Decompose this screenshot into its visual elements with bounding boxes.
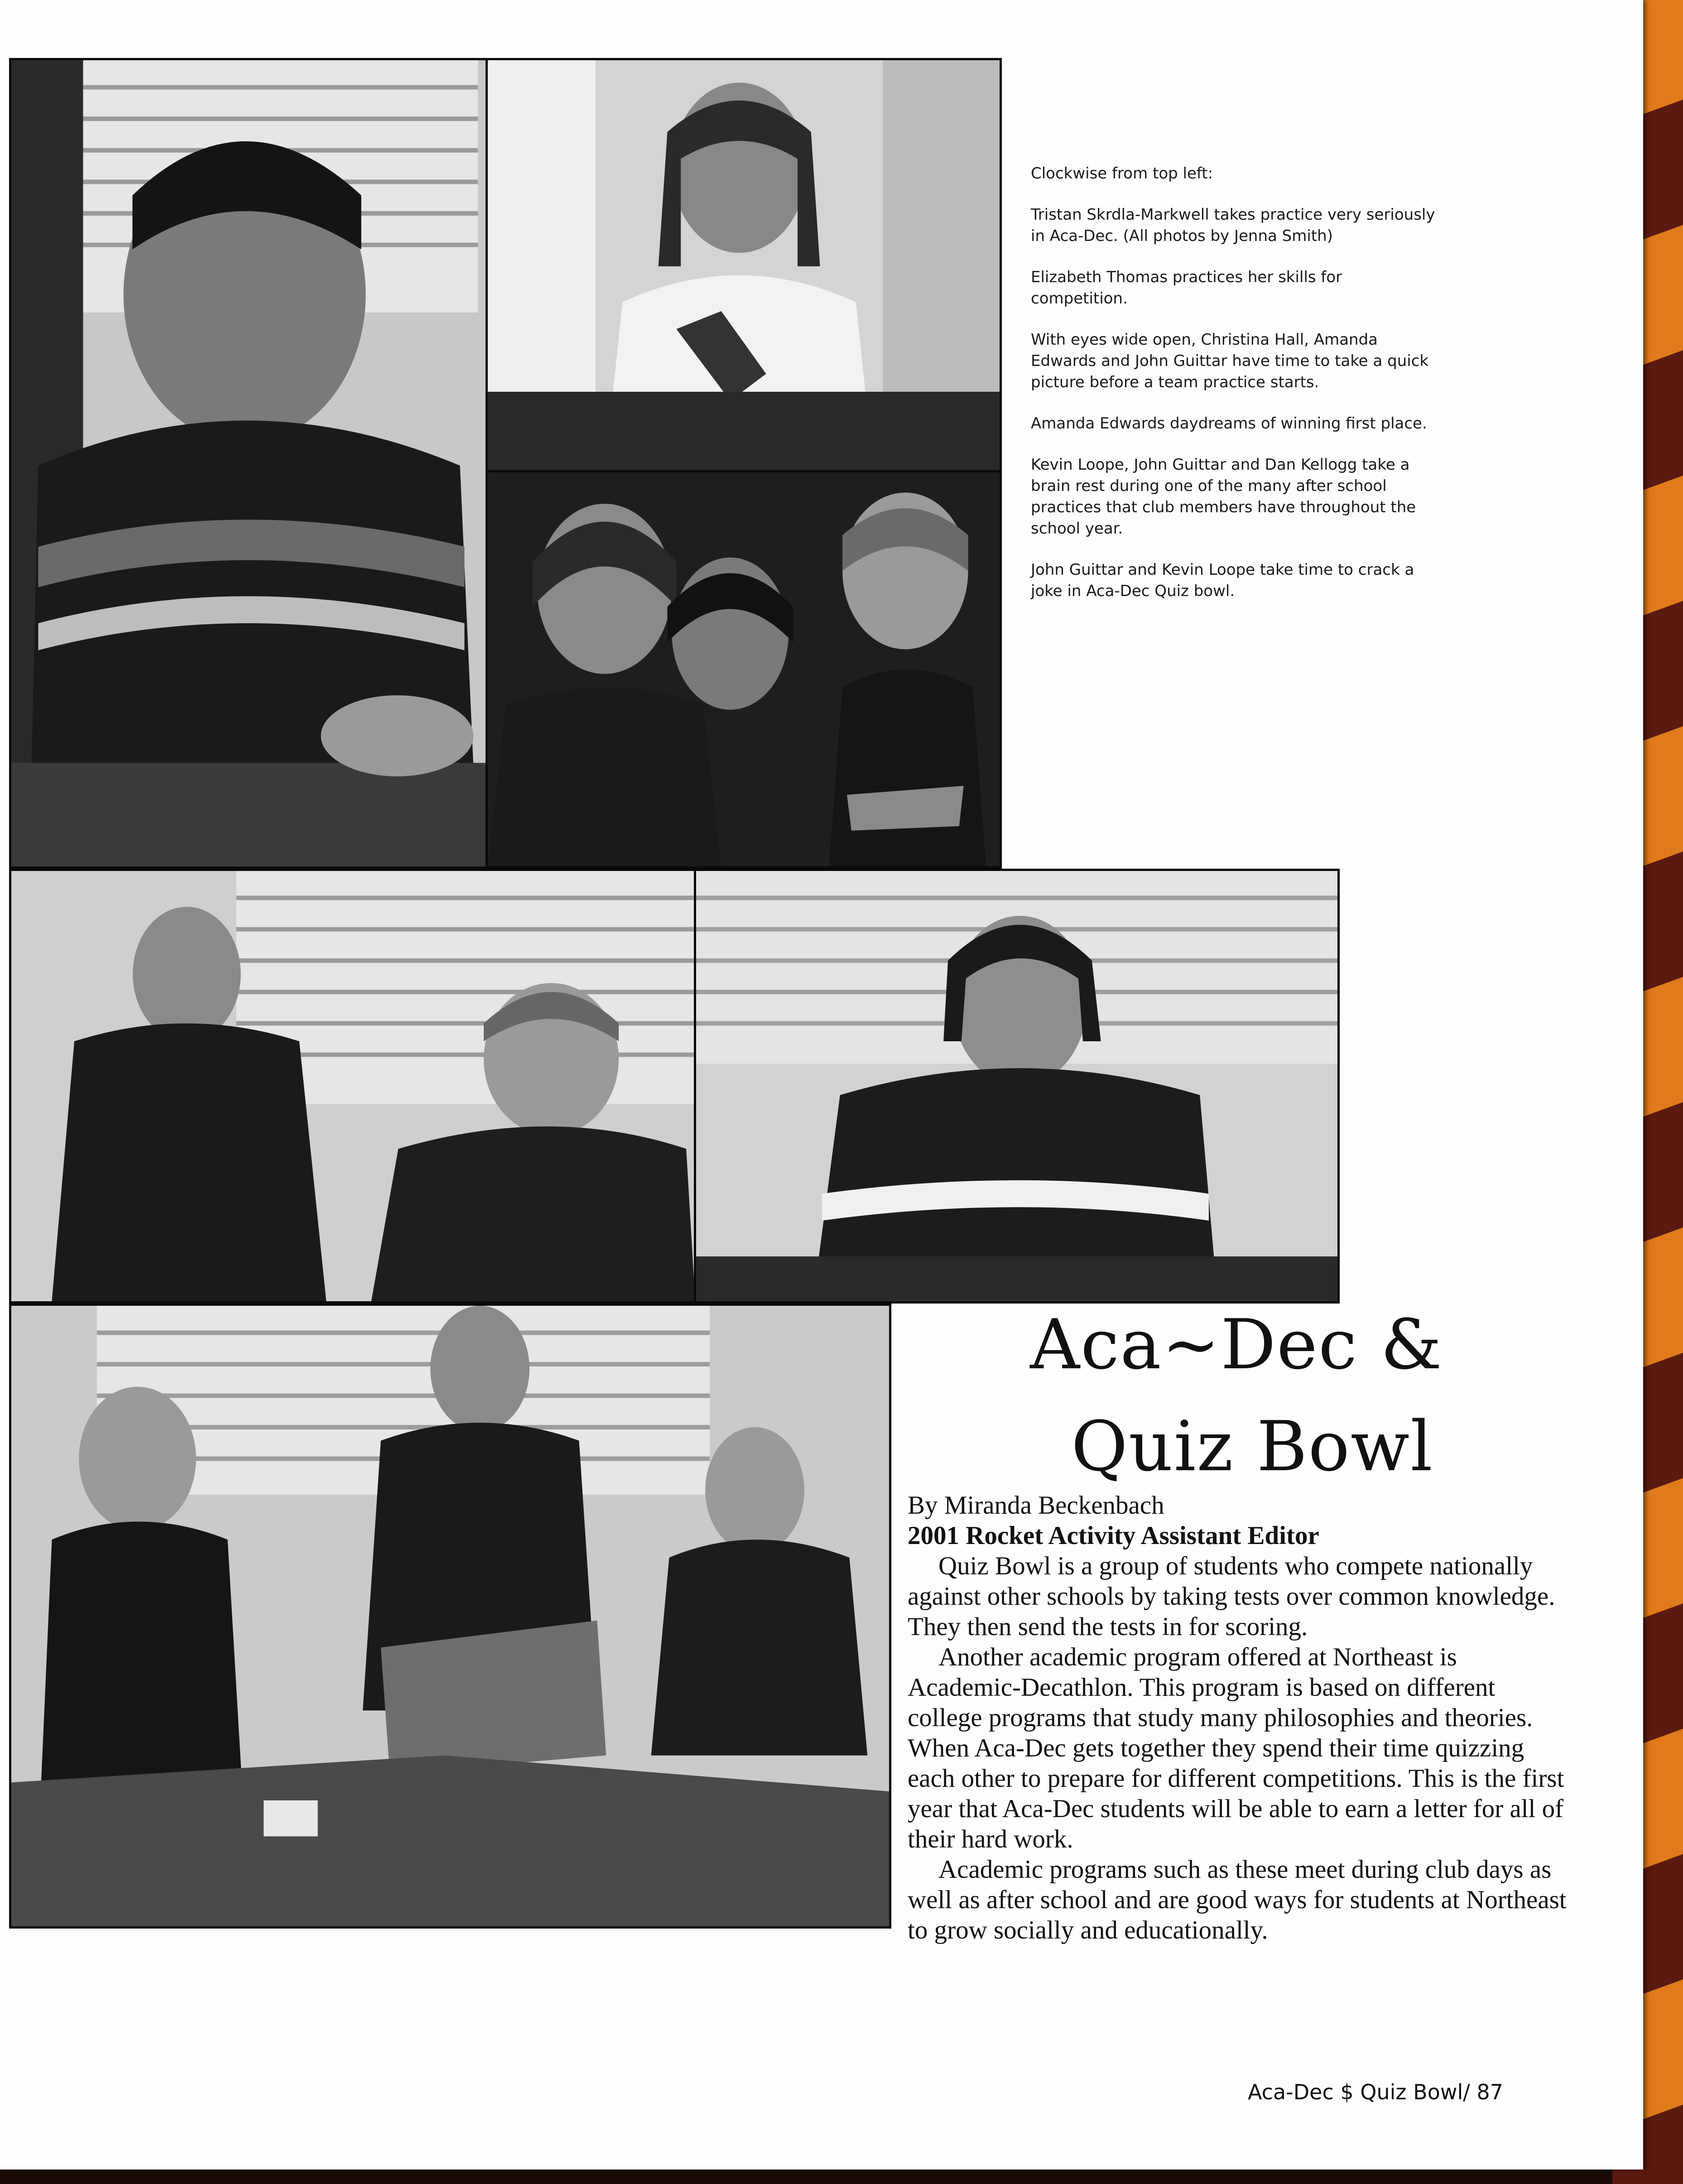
paragraph-1: Quiz Bowl is a group of students who compete nationally against other schools by taking tests over common knowledge. They then send the tests in for scoring. <box>908 1552 1555 1641</box>
photo-christina-amanda-john <box>486 470 1002 869</box>
paragraph-2: Another academic program offered at Northeast is Academic-Decathlon. This program is based on different college programs that study many philosophies and theories. When Aca-Dec gets together they spend their time quizzing each other to prepare for different competitions. This is the first year that Aca-Dec students will be able to earn a letter for all of their hard work. <box>908 1643 1564 1853</box>
article-body <box>908 1490 1573 1945</box>
photo-tristan <box>9 58 489 869</box>
headline-line-2: Quiz Bowl <box>1071 1406 1433 1486</box>
caption-amanda: Amanda Edwards daydreams of winning first place. <box>1031 414 1427 433</box>
caption-brain-rest: Kevin Loope, John Guittar and Dan Kellogg take a brain rest during one of the many after school practices that club members have throughout the school year. <box>1031 456 1416 538</box>
photo-elizabeth <box>486 58 1002 475</box>
paragraph-3: Academic programs such as these meet during club days as well as after school and are good ways for students at Northeast to grow socially and educationally. <box>908 1855 1567 1944</box>
caption-intro: Clockwise from top left: <box>1031 164 1213 183</box>
byline: By Miranda Beckenbach <box>908 1491 1164 1520</box>
byline-title: 2001 Rocket Activity Assistant Editor <box>908 1521 1319 1550</box>
caption-tristan: Tristan Skrdla-Markwell takes practice very seriously in Aca-Dec. (All photos by Jenna Smith) <box>1031 206 1435 245</box>
photo-kevin-john <box>9 869 697 1304</box>
caption-group: With eyes wide open, Christina Hall, Amanda Edwards and John Guittar have time to take a quick picture before a team practice starts. <box>1031 331 1429 391</box>
photo-captions <box>1031 163 1438 622</box>
headline-line-1: Aca~Dec & <box>1030 1304 1443 1385</box>
caption-joke: John Guittar and Kevin Loope take time to crack a joke in Aca-Dec Quiz bowl. <box>1031 561 1414 600</box>
page-folio: Aca-Dec $ Quiz Bowl/ 87 <box>1248 2080 1503 2104</box>
caption-elizabeth: Elizabeth Thomas practices her skills for competition. <box>1031 268 1342 308</box>
photo-kevin-john-dan <box>9 1304 891 1929</box>
photo-amanda <box>694 869 1340 1304</box>
